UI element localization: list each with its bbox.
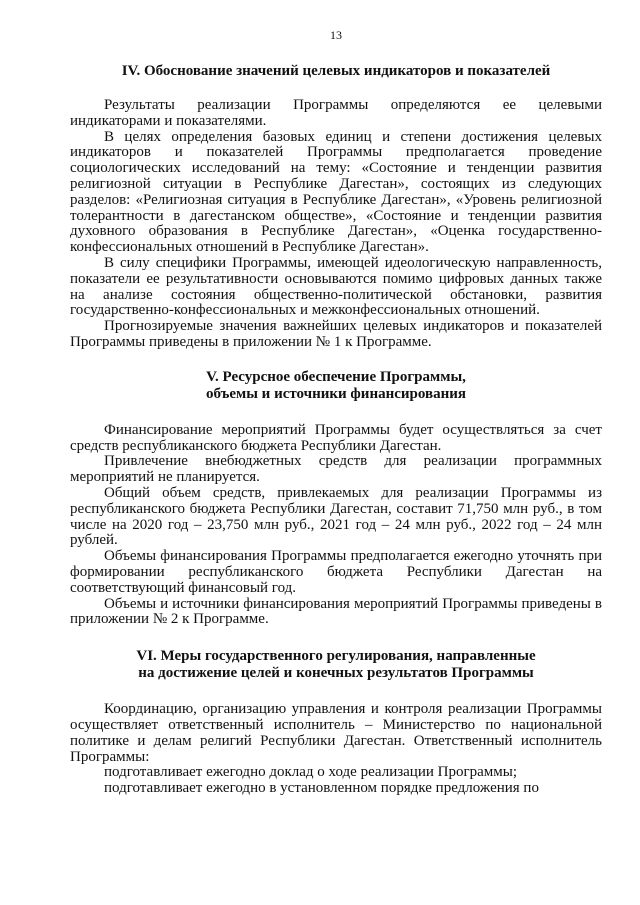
section-5-paragraph: Общий объем средств, привлекаемых для реализации Программы из республиканского бюджета Республики Дагестан, составит 71,750 млн руб., в том числе на 2020 год – 23,750 млн руб., 2021 год – 24 млн руб., 2022 год – 24 млн рублей.: [70, 484, 602, 549]
section-6-title-line-2: на достижение целей и конечных результатов Программы: [138, 665, 534, 682]
section-6-title: [70, 648, 602, 682]
section-5-title-line-1: V. Ресурсное обеспечение Программы,: [206, 368, 466, 385]
section-5-paragraph: Привлечение внебюджетных средств для реализации программных мероприятий не планируется.: [70, 453, 602, 486]
section-6-paragraph: подготавливает ежегодно доклад о ходе реализации Программы;: [104, 764, 518, 781]
section-4-paragraph: Результаты реализации Программы определяются ее целевыми индикаторами и показателями.: [70, 97, 602, 129]
section-5-paragraph: Финансирование мероприятий Программы будет осуществляться за счет средств республиканского бюджета Республики Дагестан.: [70, 421, 602, 454]
section-5-title: [70, 369, 602, 403]
section-4-body: [70, 98, 602, 351]
section-6-paragraph: подготавливает ежегодно в установленном порядке предложения по: [104, 780, 539, 797]
section-5-title-line-2: объемы и источники финансирования: [205, 385, 467, 402]
section-5-paragraph: Объемы и источники финансирования мероприятий Программы приведены в приложении № 2 к Программе.: [70, 595, 602, 628]
section-5-body: [70, 423, 602, 628]
section-6-title-line-1: VI. Меры государственного регулирования, направленные: [136, 648, 536, 665]
section-4-paragraph: В целях определения базовых единиц и степени достижения целевых индикаторов и показателей Программы предполагается проведение социологических исследований на тему: «Состояние и тенденции развития религиозной ситуации в Республике Дагестан», состоящих из следующих разделов: «Религиозная ситуация в Республике Дагестан», «Уровень религиозной толерантности в дагестанском обществе», «Состояние и тенденции развития духовного образования в Республике Дагестан», «Оценка государственно-конфессиональных отношений в Республике Дагестан».: [70, 128, 602, 256]
section-6-body: [70, 702, 602, 797]
section-4-title: IV. Обоснование значений целевых индикаторов и показателей: [121, 63, 551, 79]
section-6-paragraph: Координацию, организацию управления и контроля реализации Программы осуществляет ответственный исполнитель – Министерство по национальной политике и делам религий Республики Дагестан. Ответственный исполнитель Программы:: [70, 701, 602, 765]
page-number: 13: [330, 28, 342, 42]
section-4-paragraph: В силу специфики Программы, имеющей идеологическую направленность, показатели ее результативности основываются помимо цифровых данных также на анализе состояния общественно-политической обстановки, развития государственно-конфессиональных и межконфессиональных отношений.: [70, 254, 602, 319]
section-4-paragraph: Прогнозируемые значения важнейших целевых индикаторов и показателей Программы приведены в приложении № 1 к Программе.: [70, 318, 602, 350]
section-5-paragraph: Объемы финансирования Программы предполагается ежегодно уточнять при формировании республиканского бюджета Республики Дагестан на соответствующий финансовый год.: [70, 548, 602, 596]
